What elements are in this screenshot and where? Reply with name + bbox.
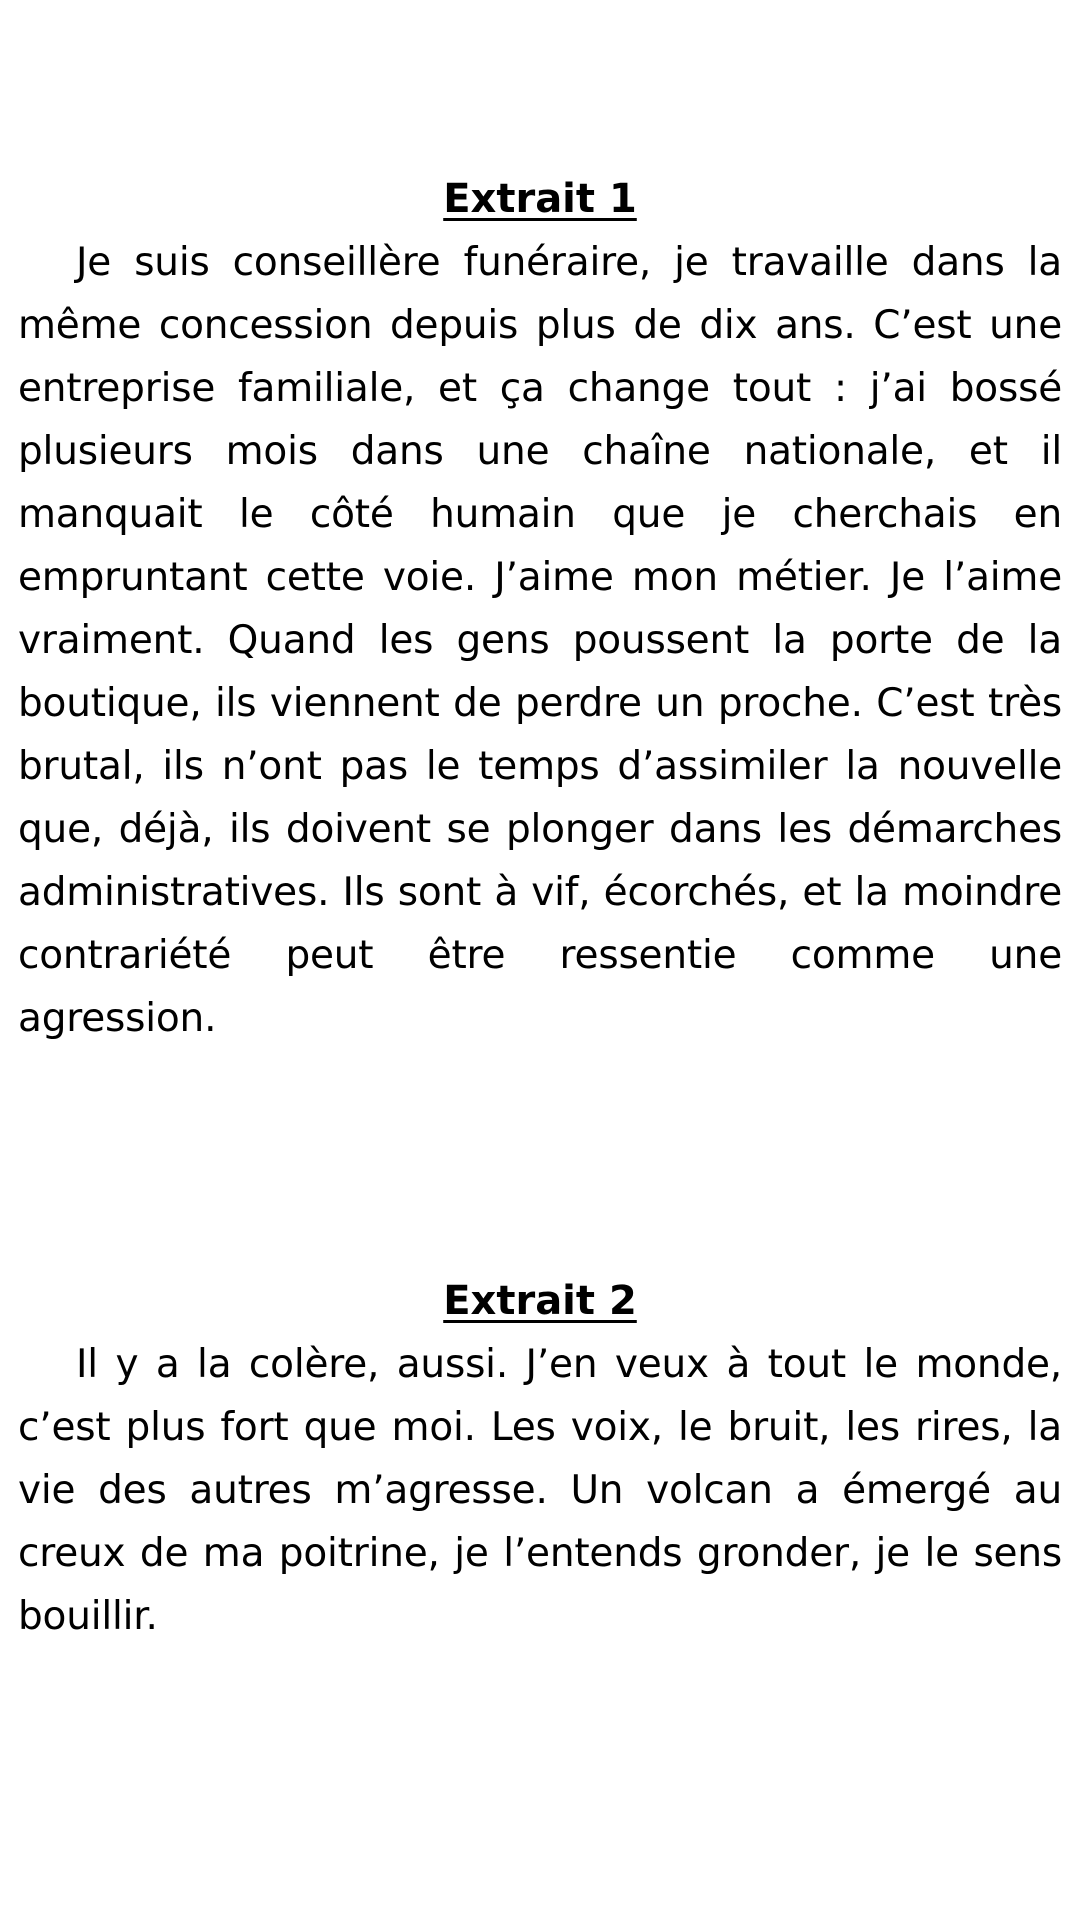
excerpt-2	[18, 1270, 1062, 1648]
excerpt-2-title: Extrait 2	[443, 1278, 637, 1324]
excerpt-1-title: Extrait 1	[443, 176, 637, 222]
excerpt-1-text: Je suis conseillère funéraire, je travaille dans la même concession depuis plus de dix ans. C’est une entreprise familiale, et ça change tout : j’ai bossé plusieurs mois dans une chaîne nationale, et il manquait le côté humain que je cherchais en empruntant cette voie. J’aime mon métier. Je l’aime vraiment. Quand les gens poussent la porte de la boutique, ils viennent de perdre un proche. C’est très brutal, ils n’ont pas le temps d’assimiler la nouvelle que, déjà, ils doivent se plonger dans les démarches administratives. Ils sont à vif, écorchés, et la moindre contrariété peut être ressentie comme une agression.	[18, 240, 1062, 1041]
excerpt-2-text: Il y a la colère, aussi. J’en veux à tout le monde, c’est plus fort que moi. Les voix, le bruit, les rires, la vie des autres m’agresse. Un volcan a émergé au creux de ma poitrine, je l’entends gronder, je le sens bouillir.	[18, 1342, 1062, 1639]
excerpt-1	[18, 168, 1062, 1050]
